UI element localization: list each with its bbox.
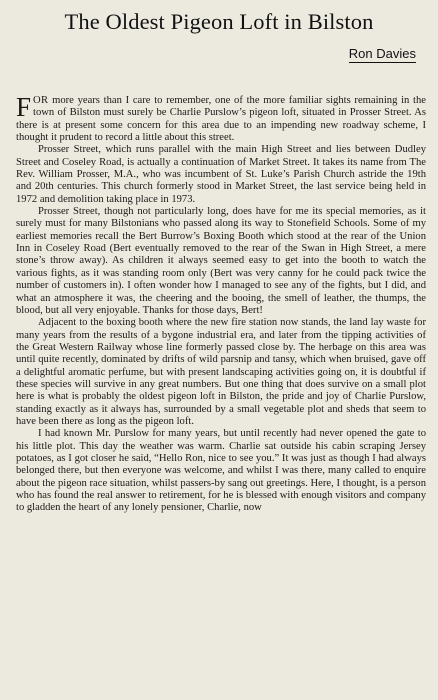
- article-title: The Oldest Pigeon Loft in Bilston: [64, 9, 374, 34]
- paragraph-1-text: more years than I care to remember, one of the more familiar sights remaining in the town of Bilston must surely be Charlie Purslow’s pigeon loft, situated in Prosser Street. As there is at present some concern for this area due to an impending new roadway scheme, I thought it prudent to record a little about this street.: [16, 95, 426, 144]
- paragraph-4: Adjacent to the boxing booth where the new fire station now stands, the land lay waste for many years from the results of a bygone industrial era, and later from the tipping activities of the Great Western Railway whose line formerly passed close by. The herbage on this area was until quite recently, dominated by drifts of wild parsnip and tansy, which when bruised, gave off a delightful aromatic perfume, but with present landscaping activities going on, it is doubtful if these species will survive in any great numbers. But one thing that does survive on a small plot here is what is probably the oldest pigeon loft in Bilston, the pride and joy of Charlie Purslow, standing exactly as it always has, surrounded by a small vegetable plot and sheds that seem to have been there as long as the pigeon loft.: [16, 317, 426, 427]
- paragraph-3: Prosser Street, though not particularly long, does have for me its special memories, as it surely must for many Bilstonians who passed along its way to Stonefield Schools. Some of my earliest memories recall the Bert Burrow’s Boxing Booth which stood at the rear of the Union Inn in Coseley Road (Bert eventually removed to the rear of the Swan in High Street, a mere stone’s throw away). As children it always seemed easy to get into the booth to watch the various fights, as it was standing room only (Bert was very canny for he could pack twice the number of customers in). I often wonder how I managed to see any of the fights, but I did, and what an atmosphere it was, the cheering and the booing, the smell of leather, the thumps, the blood, but all very enjoyable. Thanks for those days, Bert!: [16, 206, 426, 316]
- article-author: Ron Davies: [348, 46, 416, 61]
- opening-caps: OR: [33, 95, 49, 106]
- paragraph-2: Prosser Street, which runs parallel with the main High Street and lies between Dudley Street and Coseley Road, is actually a continuation of Market Street. It takes its name from The Rev. William Prosser, M.A., who was incumbent of St. Luke’s Parish Church astride the 19th and 20th centuries. This church formerly stood in Market Street, the last service being held in 1972 and demolition taking place in 1973.: [16, 144, 426, 205]
- paragraph-5: I had known Mr. Purslow for many years, but until recently had never opened the gate to his little plot. This day the weather was warm. Charlie sat outside his cabin scraping Jersey potatoes, as I got closer he said, “Hello Ron, nice to see you.” It was just as though I had always belonged there, but then everyone was welcome, and whilst I was there, many called to enquire about the pigeon race situation, whilst passers-by sang out greetings. Here, I thought, is a person who has found the real answer to retirement, for he is blessed with enough visitors and company to gladden the heart of any lonely pensioner, Charlie, now: [16, 428, 426, 514]
- paragraph-1: [16, 92, 426, 144]
- drop-cap: F: [16, 92, 32, 122]
- article-body: [16, 92, 426, 515]
